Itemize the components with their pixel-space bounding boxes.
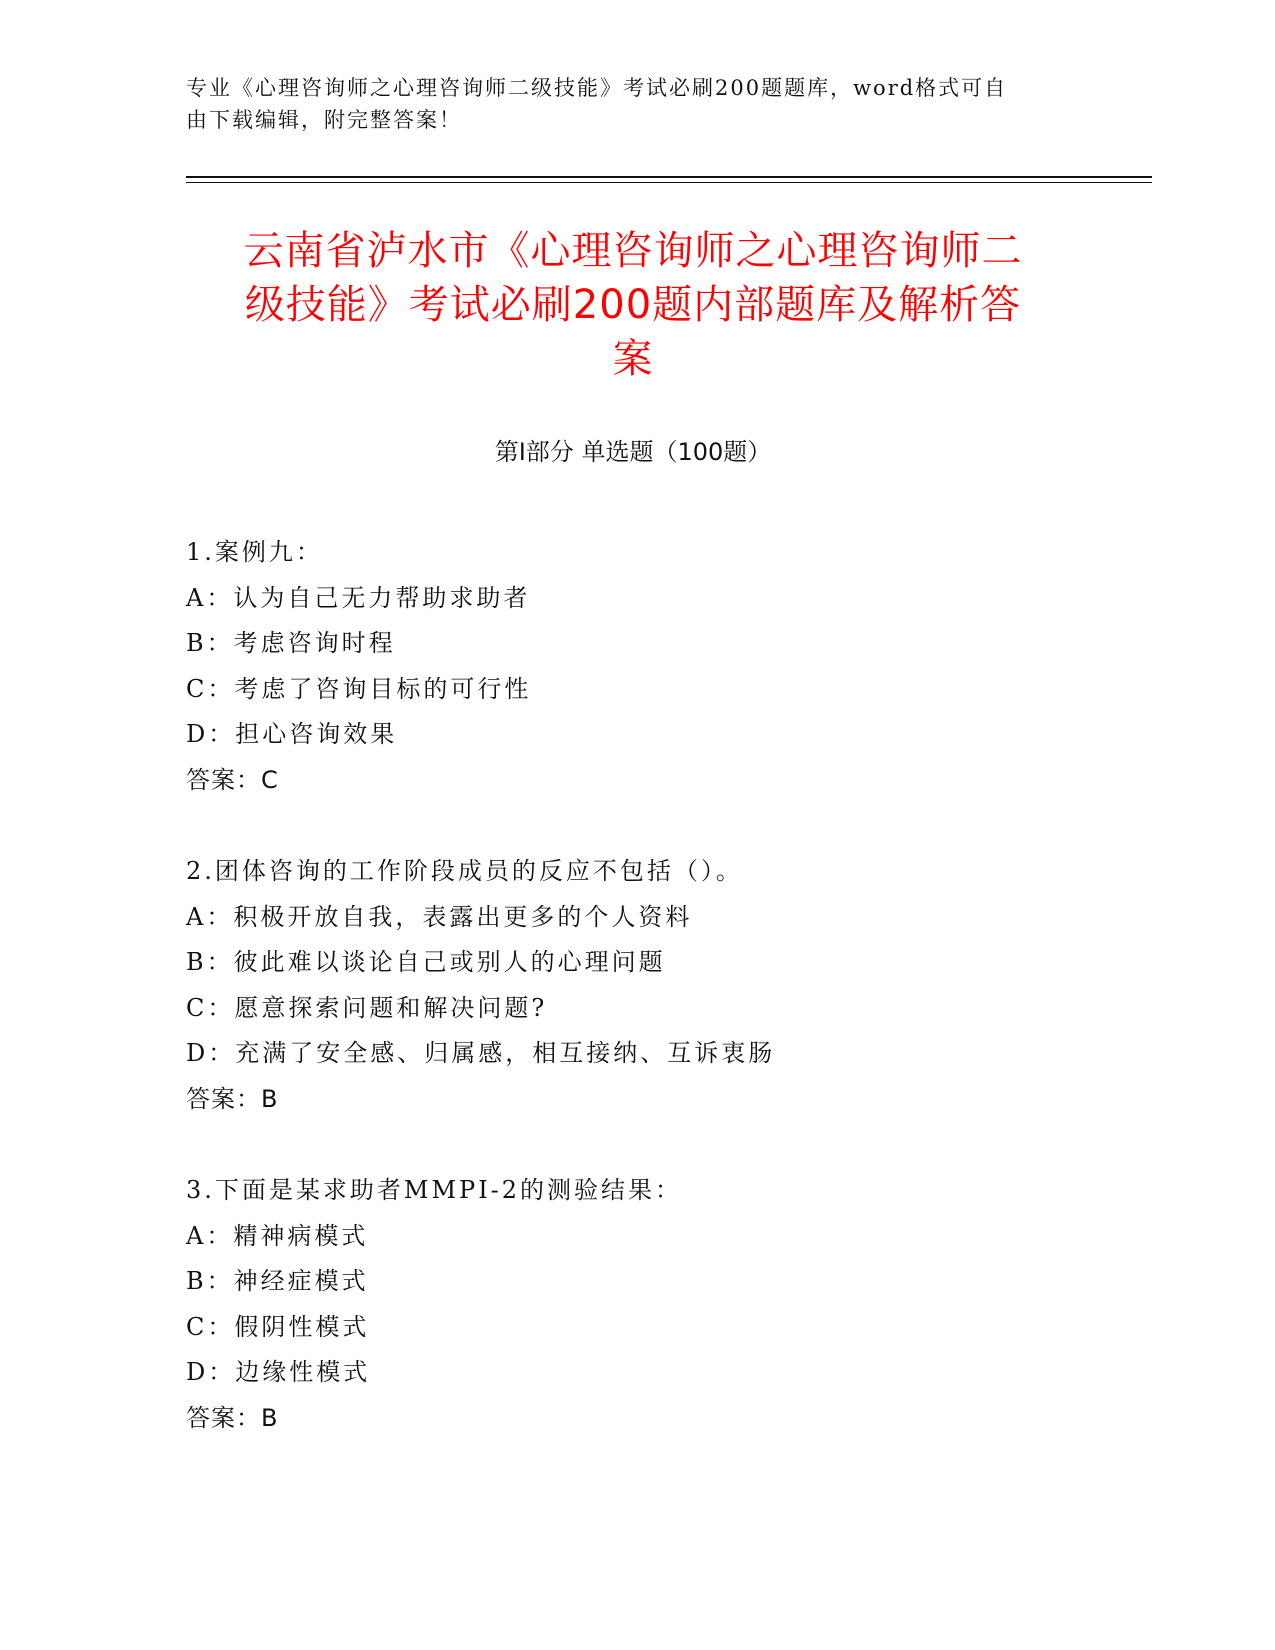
question-list <box>186 530 1086 1487</box>
option-d: D：担心咨询效果 <box>186 720 398 748</box>
option-d: D：充满了安全感、归属感，相互接纳、互诉衷肠 <box>186 1039 776 1067</box>
option-c: C：愿意探索问题和解决问题? <box>186 993 548 1022</box>
answer: 答案：C <box>186 765 279 794</box>
section-heading: 第I部分 单选题（100题） <box>494 438 772 466</box>
question-stem: 1.案例九： <box>186 538 323 566</box>
option-a: A：精神病模式 <box>186 1221 369 1250</box>
question-2 <box>186 849 1086 1122</box>
answer: 答案：B <box>186 1084 279 1113</box>
question-3 <box>186 1168 1086 1441</box>
option-c: C：考虑了咨询目标的可行性 <box>186 674 532 703</box>
option-a: A：积极开放自我，表露出更多的个人资料 <box>186 902 693 931</box>
question-1 <box>186 530 1086 803</box>
document-title-line-2: 级技能》考试必刷200题内部题库及解析答 <box>244 282 1022 328</box>
document-title-line-1: 云南省泸水市《心理咨询师之心理咨询师二 <box>243 228 1023 274</box>
header-note-line-1: 专业《心理咨询师之心理咨询师二级技能》考试必刷200题题库，word格式可自 <box>186 76 1008 100</box>
question-stem: 2.团体咨询的工作阶段成员的反应不包括（）。 <box>186 857 743 885</box>
header-divider-thick <box>186 176 1152 178</box>
document-title <box>186 224 1080 386</box>
header-note-line-2: 由下载编辑，附完整答案！ <box>186 108 462 132</box>
option-b: B：考虑咨询时程 <box>186 629 396 657</box>
option-a: A：认为自己无力帮助求助者 <box>186 583 531 612</box>
document-title-line-3: 案 <box>612 336 654 382</box>
header-note <box>186 72 1066 136</box>
option-b: B：彼此难以谈论自己或别人的心理问题 <box>186 948 666 976</box>
option-b: B：神经症模式 <box>186 1267 369 1295</box>
question-stem: 3.下面是某求助者MMPI-2的测验结果： <box>186 1176 683 1204</box>
header-divider-thin <box>186 182 1152 183</box>
answer: 答案：B <box>186 1403 279 1432</box>
option-c: C：假阴性模式 <box>186 1312 370 1341</box>
option-d: D：边缘性模式 <box>186 1358 371 1386</box>
